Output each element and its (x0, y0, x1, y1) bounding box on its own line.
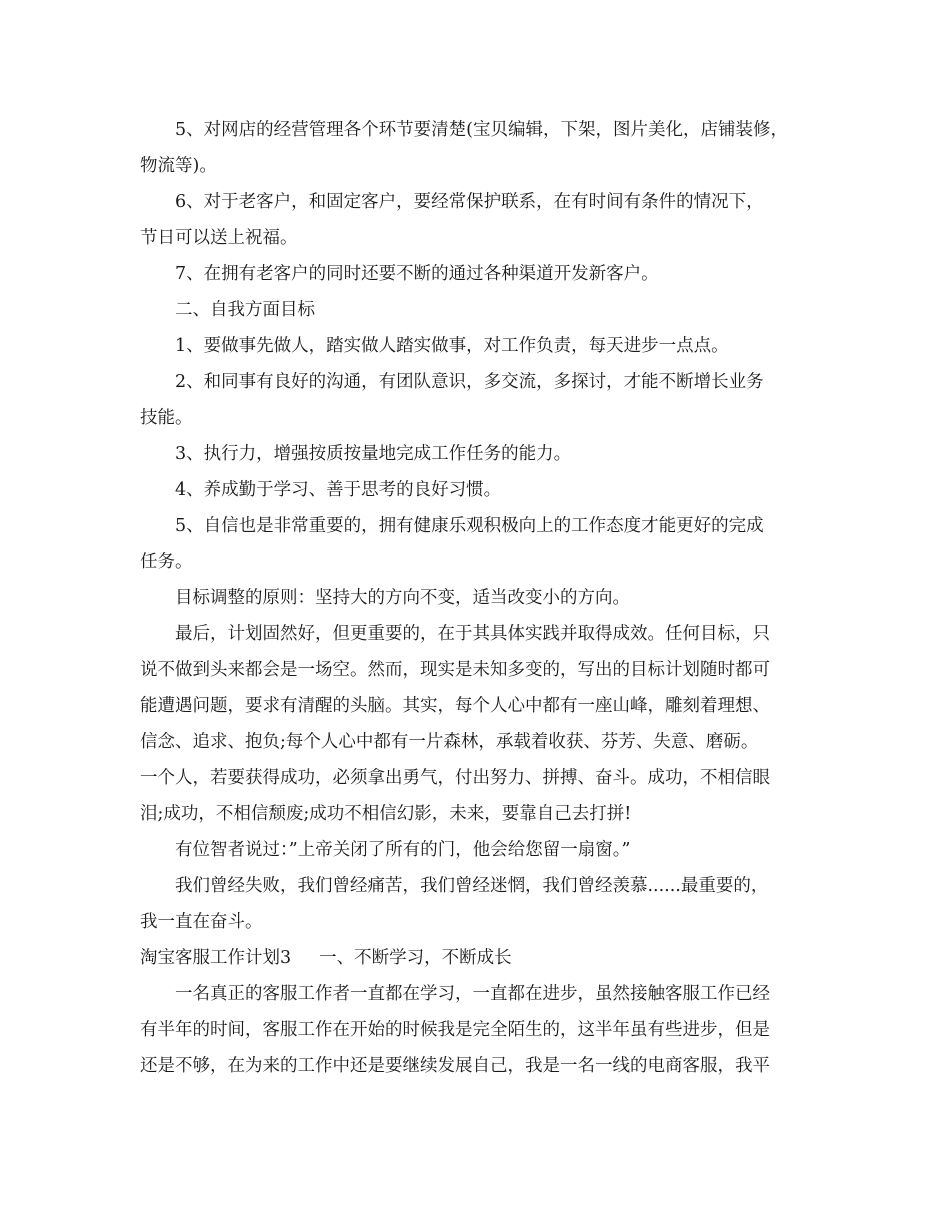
text-line: 能遭遇问题，要求有清醒的头脑。其实，每个人心中都有一座山峰，雕刻着理想、 (140, 696, 770, 716)
paragraph-self-goal-4 (140, 472, 820, 508)
paragraph-wise-quote (140, 832, 820, 868)
text-line: 7、在拥有老客户的同时还要不断的通过各种渠道开发新客户。 (175, 264, 659, 284)
paragraph-conclusion (140, 616, 820, 832)
text-line: 还是不够，在为来的工作中还是要继续发展自己，我是一名一线的电商客服，我平 (140, 1056, 770, 1076)
text-line: 最后，计划固然好，但更重要的，在于其具体实践并取得成效。任何目标，只 (175, 624, 770, 644)
text-line: 5、自信也是非常重要的，拥有健康乐观积极向上的工作态度才能更好的完成 (175, 516, 764, 536)
paragraph-self-goal-1 (140, 328, 820, 364)
text-line: 5、对网店的经营管理各个环节要清楚(宝贝编辑，下架，图片美化，店铺装修， (175, 120, 788, 140)
text-line: 我一直在奋斗。 (140, 912, 263, 932)
text-line: 技能。 (140, 408, 193, 428)
text-line: 说不做到头来都会是一场空。然而，现实是未知多变的，写出的目标计划随时都可 (140, 660, 770, 680)
paragraph-self-goal-2 (140, 364, 820, 436)
text-line: 我们曾经失败，我们曾经痛苦，我们曾经迷惘，我们曾经羡慕......最重要的， (175, 876, 769, 896)
section-subtitle: 一、不断学习，不断成长 (319, 948, 512, 968)
paragraph-item-6-old-customers (140, 184, 820, 256)
paragraph-adjustment-principle (140, 580, 820, 616)
text-line: 一个人，若要获得成功，必须拿出勇气，付出努力、拼搏、奋斗。成功，不相信眼 (140, 768, 770, 788)
paragraph-item-5-store-management (140, 112, 820, 184)
text-line: 有位智者说过：”上帝关闭了所有的门，他会给您留一扇窗。” (175, 840, 631, 860)
section-title-line (140, 940, 820, 976)
text-line: 二、自我方面目标 (175, 300, 315, 320)
text-line: 4、养成勤于学习、善于思考的良好习惯。 (175, 480, 502, 500)
paragraph-final (140, 976, 820, 1084)
text-line: 2、和同事有良好的沟通，有团队意识，多交流，多探讨，才能不断增长业务 (175, 372, 764, 392)
text-line: 信念、追求、抱负;每个人心中都有一片森林，承载着收获、芬芳、失意、磨砺。 (140, 732, 759, 752)
text-line: 有半年的时间，客服工作在开始的时候我是完全陌生的，这半年虽有些进步，但是 (140, 1020, 770, 1040)
text-line: 泪;成功，不相信颓废;成功不相信幻影，未来，要靠自己去打拼! (140, 804, 632, 824)
text-line: 任务。 (140, 552, 193, 572)
text-line: 节日可以送上祝福。 (140, 228, 298, 248)
document-page (140, 112, 820, 1084)
paragraph-struggle (140, 868, 820, 940)
text-line: 6、对于老客户，和固定客户，要经常保护联系，在有时间有条件的情况下， (175, 192, 764, 212)
section-heading-self-goals (140, 292, 820, 328)
section-title: 淘宝客服工作计划3 (140, 948, 292, 968)
text-line: 1、要做事先做人，踏实做人踏实做事，对工作负责，每天进步一点点。 (175, 336, 729, 356)
paragraph-self-goal-5 (140, 508, 820, 580)
paragraph-self-goal-3 (140, 436, 820, 472)
text-line: 一名真正的客服工作者一直都在学习，一直都在进步，虽然接触客服工作已经 (175, 984, 770, 1004)
text-line: 3、执行力，增强按质按量地完成工作任务的能力。 (175, 444, 572, 464)
text-line: 物流等)。 (140, 156, 217, 176)
paragraph-item-7-new-customers (140, 256, 820, 292)
text-line: 目标调整的原则：坚持大的方向不变，适当改变小的方向。 (175, 588, 630, 608)
